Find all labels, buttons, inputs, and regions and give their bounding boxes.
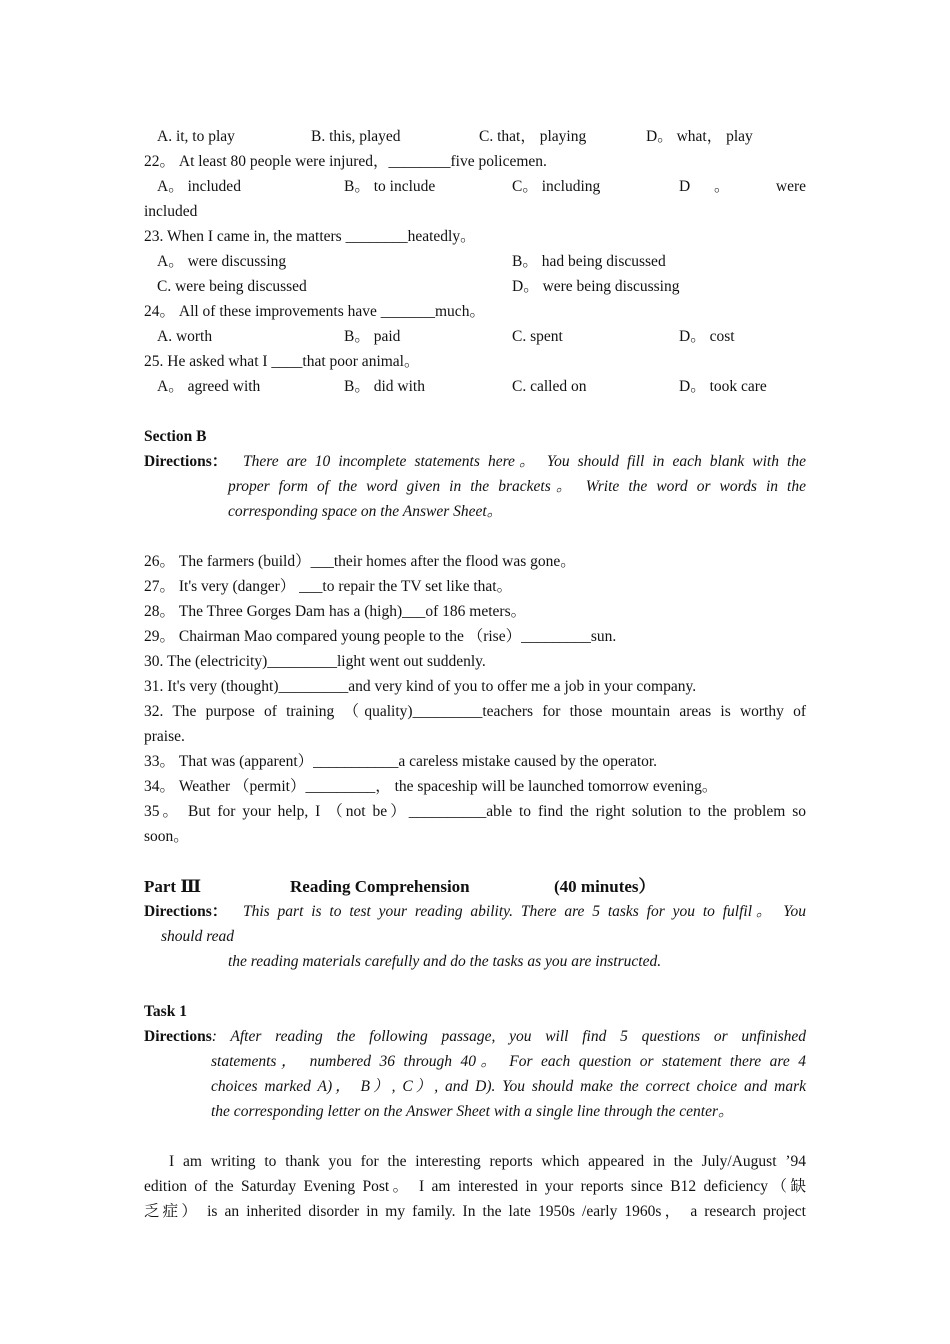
q22-option-b: B。 to include <box>344 178 436 195</box>
q33: 33。 That was (apparent）___________a careless mistake caused by the operator. <box>144 753 658 770</box>
q24-option-a: A. worth <box>157 328 213 345</box>
part3-title: Reading Comprehension <box>290 877 470 896</box>
q35-line2: soon。 <box>144 828 189 845</box>
q22-option-d-mark: 。 <box>714 178 730 195</box>
part3-directions-line2: should read <box>161 928 235 945</box>
part3-directions-line1: This part is to test your reading ability. There are 5 tasks for you to fulfil。 You <box>243 903 806 920</box>
q29: 29。 Chairman Mao compared young people to the （rise）_________sun. <box>144 628 617 645</box>
q25-stem: 25. He asked what I ____that poor animal。 <box>144 353 420 370</box>
q25-option-c: C. called on <box>512 378 587 395</box>
part3-heading <box>144 874 806 899</box>
q22-option-d-text: were <box>775 178 806 195</box>
task1-title: Task 1 <box>144 1003 187 1020</box>
q23-option-d: D。 were being discussing <box>512 278 680 295</box>
task1-directions-line1: : After reading the following passage, you will find 5 questions or unfinished <box>211 1028 806 1045</box>
q23-option-c: C. were being discussed <box>157 278 307 295</box>
q27: 27。 It's very (danger） ___to repair the TV set like that。 <box>144 578 513 595</box>
passage-line3: 乏症） is an inherited disorder in my family. In the late 1950s /early 1960s， a research project <box>144 1203 806 1220</box>
q34: 34。 Weather （permit）_________， the spaceship will be launched tomorrow evening。 <box>144 778 718 795</box>
task1-directions-line3: choices marked A)， B）, C）, and D). You should make the correct choice and mark <box>211 1078 806 1095</box>
section-b-title: Section B <box>144 428 207 445</box>
q23-option-a: A。 were discussing <box>157 253 287 270</box>
section-b-directions <box>144 449 806 474</box>
q24-options <box>144 324 806 349</box>
q24-option-d: D。 cost <box>679 328 735 345</box>
q35-line1: 35。 But for your help, I （not be）__________able to find the right solution to the problem so <box>144 803 806 820</box>
q24-option-c: C. spent <box>512 328 563 345</box>
q30: 30. The (electricity)_________light went out suddenly. <box>144 653 486 670</box>
q25-option-a: A。 agreed with <box>157 378 261 395</box>
q23-options-row1 <box>144 249 806 274</box>
q22-option-c: C。 including <box>512 178 601 195</box>
q24-stem: 24。 All of these improvements have _______much。 <box>144 303 485 320</box>
part3-number: Part Ⅲ <box>144 877 202 896</box>
q24-option-b: B。 paid <box>344 328 401 345</box>
task1-directions-line4: the corresponding letter on the Answer Sheet with a single line through the center。 <box>211 1103 734 1120</box>
q22-stem: 22。 At least 80 people were injured，________five policemen. <box>144 153 547 170</box>
q23-stem: 23. When I came in, the matters ________heatedly。 <box>144 228 476 245</box>
section-b-directions-line3: corresponding space on the Answer Sheet。 <box>228 503 503 520</box>
q28: 28。 The Three Gorges Dam has a (high)___of 186 meters。 <box>144 603 527 620</box>
q22-option-d-letter: D <box>679 178 691 195</box>
q26: 26。 The farmers (build）___their homes after the flood was gone。 <box>144 553 576 570</box>
q23-options-row2 <box>144 274 806 299</box>
q32-line2: praise. <box>144 728 185 745</box>
passage-line1: I am writing to thank you for the interesting reports which appeared in the July/August ’94 <box>169 1153 806 1170</box>
task1-directions-label: Directions <box>144 1028 212 1045</box>
document-page <box>144 124 806 1224</box>
part3-directions <box>144 899 806 924</box>
q25-option-b: B。 did with <box>344 378 425 395</box>
passage-line2: edition of the Saturday Evening Post。 I am interested in your reports since B12 deficiency（缺 <box>144 1178 806 1195</box>
task1-directions <box>144 1024 806 1049</box>
q32-line1: 32. The purpose of training （quality)_________teachers for those mountain areas is worthy of <box>144 703 806 720</box>
part3-directions-label: Directions： <box>144 903 228 920</box>
q22-option-a: A。 included <box>157 178 241 195</box>
q21-option-d: D。 what， play <box>646 128 753 145</box>
section-b-directions-label: Directions： <box>144 453 228 470</box>
section-b-directions-line2: proper form of the word given in the brackets。 Write the word or words in the <box>228 478 806 495</box>
q25-option-d: D。 took care <box>679 378 767 395</box>
section-b-directions-line1: There are 10 incomplete statements here。 You should fill in each blank with the <box>243 453 806 470</box>
q23-option-b: B。 had being discussed <box>512 253 666 270</box>
task1-directions-line2: statements， numbered 36 through 40。 For each question or statement there are 4 <box>211 1053 806 1070</box>
q21-options <box>144 124 806 149</box>
q25-options <box>144 374 806 399</box>
q21-option-a: A. it, to play <box>157 128 235 145</box>
part3-directions-line3: the reading materials carefully and do the tasks as you are instructed. <box>228 953 662 970</box>
part3-time: (40 minutes） <box>554 877 656 896</box>
q22-option-d-continued: included <box>144 203 198 220</box>
q21-option-b: B. this, played <box>311 128 401 145</box>
q21-option-c: C. that， playing <box>479 128 587 145</box>
q31: 31. It's very (thought)_________and very kind of you to offer me a job in your company. <box>144 678 697 695</box>
q22-options <box>144 174 806 199</box>
